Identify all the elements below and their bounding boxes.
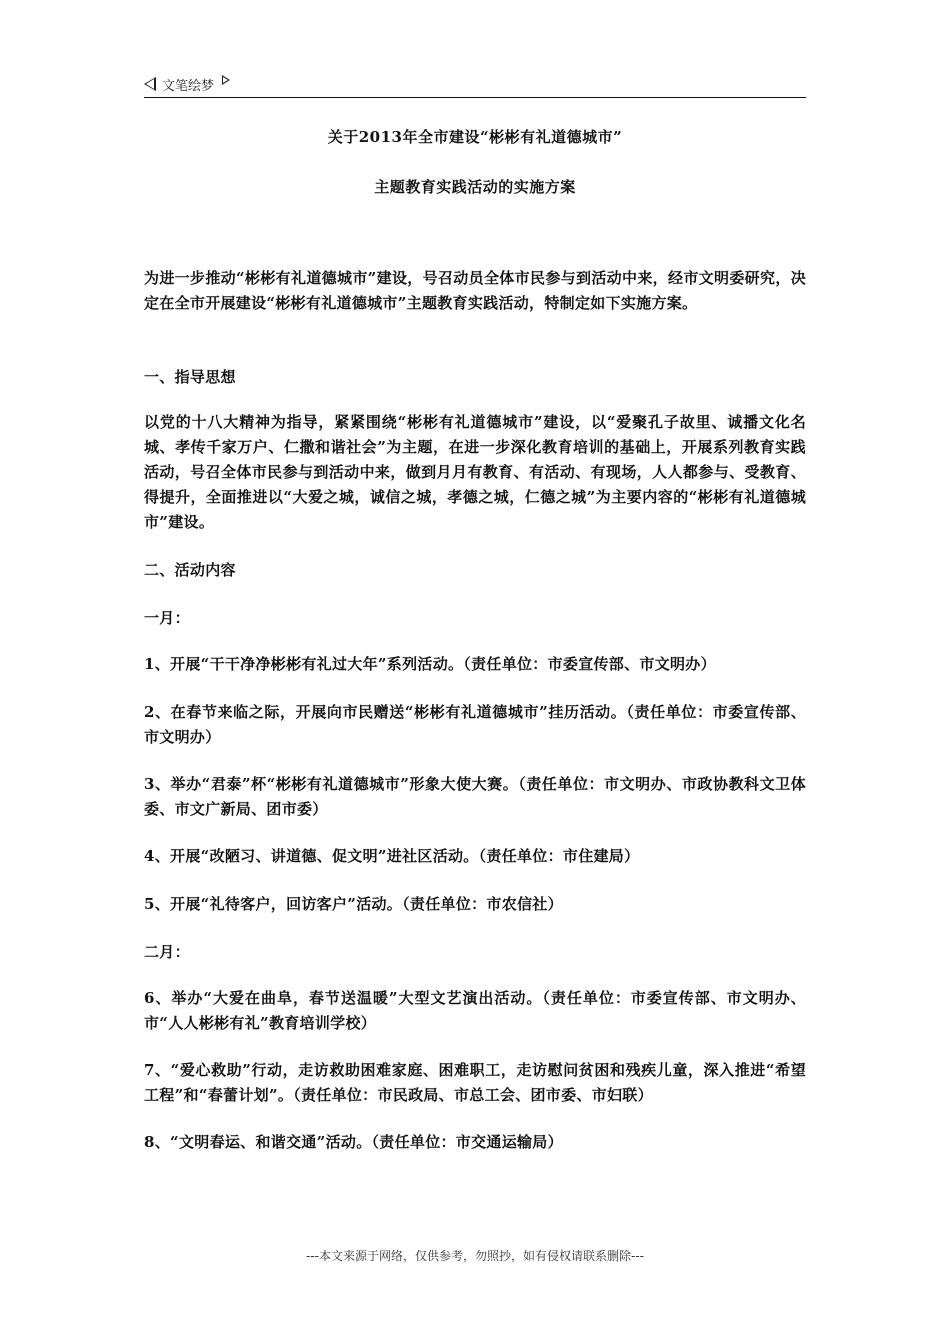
intro-paragraph: 为进一步推动“彬彬有礼道德城市”建设，号召动员全体市民参与到活动中来，经市文明委研究，决定在全市开展建设“彬彬有礼道德城市”主题教育实践活动，特制定如下实施方案。	[144, 269, 806, 312]
activity-item-8: 8、“文明春运、和谐交通”活动。（责任单位：市交通运输局）	[144, 1133, 563, 1151]
document-title-line1: 关于2013年全市建设“彬彬有礼道德城市”	[327, 128, 623, 146]
activity-item-4: 4、开展“改陋习、讲道德、促文明”进社区活动。（责任单位：市住建局）	[144, 847, 640, 865]
section1-heading: 一、指导思想	[144, 368, 236, 386]
page-footer: ---本文来源于网络，仅供参考，勿照抄，如有侵权请联系删除---	[306, 1249, 644, 1263]
section2-heading: 二、活动内容	[144, 561, 236, 579]
activity-item-1: 1、开展“干干净净彬彬有礼过大年”系列活动。（责任单位：市委宣传部、市文明办）	[144, 655, 716, 673]
month-label-january: 一月：	[144, 609, 190, 627]
triangle-right-icon	[222, 75, 230, 85]
section1-paragraph: 以党的十八大精神为指导，紧紧围绕“彬彬有礼道德城市”建设，以“爱聚孔子故里、诚播文化名城、孝传千家万户、仁撒和谐社会”为主题，在进一步深化教育培训的基础上，开展系列教育实践活动，号召全体市民参与到活动中来，做到月月有教育、有活动、有现场，人人都参与、受教育、得提升，全面推进以“大爱之城，诚信之城，孝德之城，仁德之城”为主要内容的“彬彬有礼道德城市”建设。	[144, 413, 806, 531]
activity-item-7: 7、“爱心救助”行动，走访救助困难家庭、困难职工，走访慰问贫困和残疾儿童，深入推进“希望工程”和“春蕾计划”。（责任单位：市民政局、市总工会、团市委、市妇联）	[144, 1061, 806, 1104]
document-title-line2: 主题教育实践活动的实施方案	[374, 178, 576, 196]
page-header	[144, 72, 806, 96]
header-brand: 文笔绘梦	[162, 78, 215, 94]
activity-item-3: 3、举办“君泰”杯“彬彬有礼道德城市”形象大使大赛。（责任单位：市文明办、市政协教科文卫体委、市文广新局、团市委）	[144, 775, 806, 818]
activity-item-6: 6、举办“大爱在曲阜，春节送温暖”大型文艺演出活动。（责任单位：市委宣传部、市文明办、市“人人彬彬有礼”教育培训学校）	[144, 989, 806, 1032]
month-label-february: 二月：	[144, 943, 190, 961]
triangle-left-icon	[144, 77, 156, 91]
activity-item-2: 2、在春节来临之际，开展向市民赠送“彬彬有礼道德城市”挂历活动。（责任单位：市委宣传部、市文明办）	[144, 703, 806, 746]
header-rule	[144, 97, 806, 98]
activity-item-5: 5、开展“礼待客户，回访客户”活动。（责任单位：市农信社）	[144, 895, 563, 913]
